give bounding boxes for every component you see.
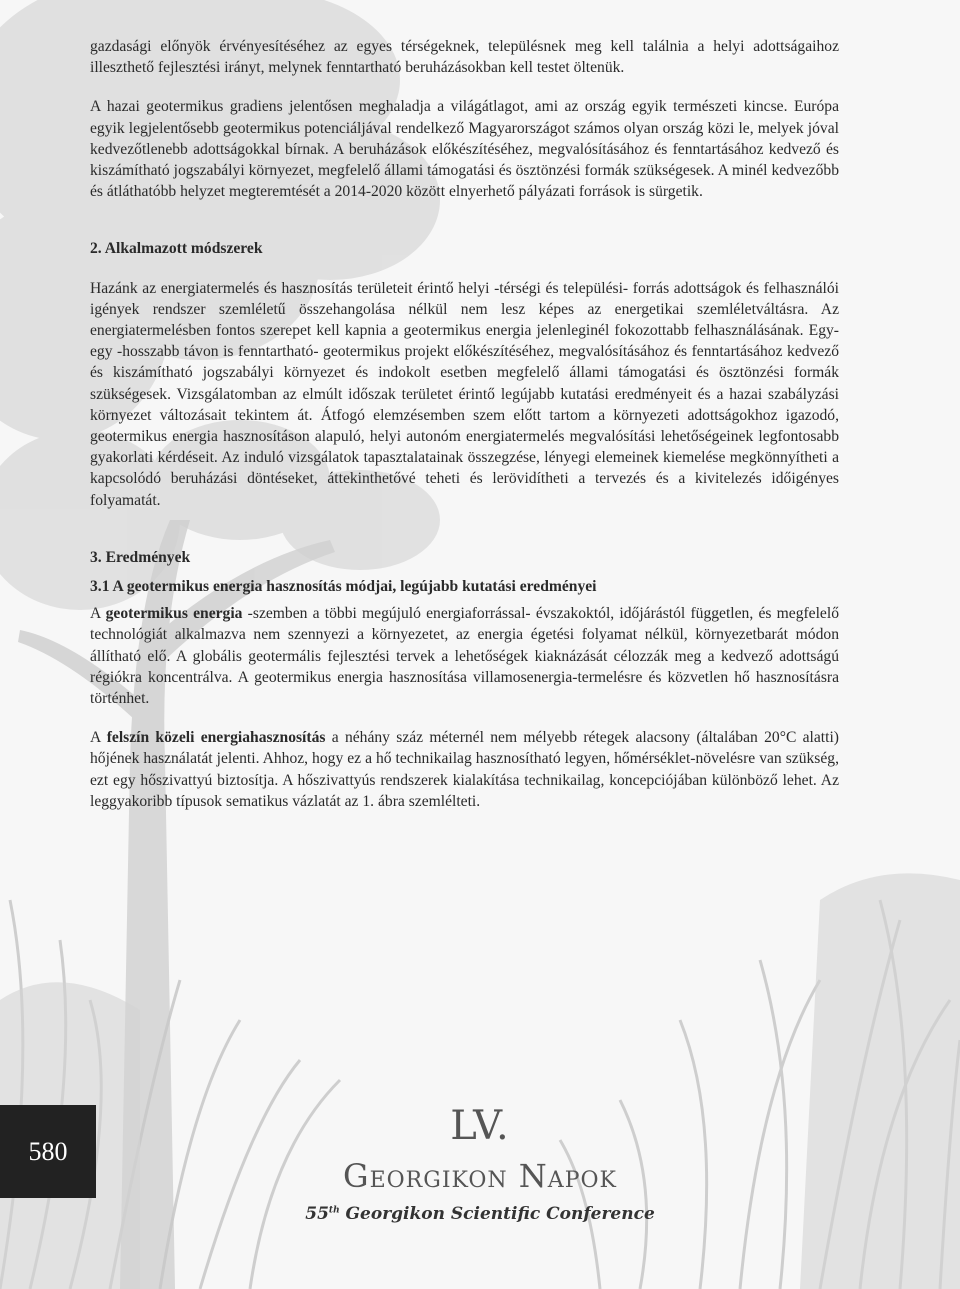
section-3-paragraph-1: A geotermikus energia -szemben a többi megújuló energiaforrással- évszakoktól, időjárástól független, és megfelelő technológiát alkalmazva nem szennyezi a környezetet, az energia égetési folyamat nélkül, környezetbarát módon állítható elő. A globális geotermális fejlesztési tervek a lehetőségek kiaknázását célozzák meg a kedvező adottságú régiókra koncentrálva. A geotermikus energia hasznosítása villamosenergia-termelésre és közvetlen hő hasznosításra történhet. <box>90 605 839 708</box>
conference-subtitle: 55th Georgikon Scientific Conference <box>305 1204 655 1224</box>
section-2-heading: 2. Alkalmazott módszerek <box>90 240 263 258</box>
article-body <box>90 36 839 812</box>
section-3-paragraph-2: A felszín közeli energiahasznosítás a néhány száz méternél nem mélyebb rétegek alacsony (általában 20°C alatti) hőjének használatát jelenti. Ahhoz, hogy ez a hő technikailag hasznosítható legyen, hőmérséklet-növelésre van szükség, ezt egy hőszivattyú biztosítja. A hőszivattyús rendszerek kialakítása technikailag, koncepciójában különböző lehet. Az leggyakoribb típusok sematikus vázlatát az 1. ábra szemlélteti. <box>90 729 839 810</box>
conference-edition: LV. <box>450 1103 510 1149</box>
page-number: 580 <box>28 1136 68 1166</box>
intro-paragraph-2: A hazai geotermikus gradiens jelentősen meghaladja a világátlagot, ami az ország egyik természeti kincse. Európa egyik legjelentősebb geotermikus potenciáljával rendelkező Magyarországot számos olyan ország közi le, melyek jóval kedvezőtlenebb adottságokkal bírnak. A beruházások előkészítéséhez, megvalósításához és fenntartásához kedvező és kiszámítható jogszabályi környezet, megfelelő állami támogatási és ösztönzési formák szükségesek. A minél kedvezőbb és átláthatóbb helyzet megteremtését a 2014-2020 között elnyerhető pályázati források is sürgetik. <box>90 98 839 201</box>
section-3-heading: 3. Eredmények <box>90 548 191 566</box>
conference-logo <box>300 1102 660 1224</box>
bold-term-felszin-kozeli: felszín közeli energiahasznosítás <box>106 729 326 747</box>
bold-term-geotermikus-energia: geotermikus energia <box>105 605 243 623</box>
section-2-text: Hazánk az energiatermelés és hasznosítás területeit érintő helyi -térségi és települési- forrás adottságok és felhasználói igények rendszer szemléletű összehangolása nélkül nem lesz képes az energetikai szemléletváltásra. Az energiatermelésben fontos szerepet kell kapnia a geotermikus energia jelenleginél fokozottabb felhasználásának. Egy-egy -hosszabb távon is fenntartható- geotermikus projekt előkészítéséhez, megvalósításához és fenntartásához kedvező és kiszámítható jogszabályi környezet és indokolt esetben megfelelő állami támogatási és ösztönzési formák szükségesek. Vizsgálatomban az elmúlt időszak területet érintő legújabb kutatási eredményeit és a hazai szabályzási környezet változásait tekintem át. Átfogó elemzésemben szem előtt tartom a környezeti adottságokhoz igazodó, geotermikus energia hasznosításon alapuló, helyi autonóm energiatermelés megvalósítási lehetőségeinek legfontosabb gyakorlati kérdéseit. Az induló vizsgálatok tapasztalatainak összegzése, lényegi elemeinek kiemelése megkönnyítheti a kapcsolódó beruházási döntéseket, áttekinthetővé teheti és lerövidítheti a tervezés és a kivitelezés időigényes folyamatát. <box>90 279 839 509</box>
intro-paragraph-1: gazdasági előnyök érvényesítéséhez az egyes térségeknek, településnek meg kell találnia a helyi adottságaihoz illeszthető fejlesztési irányt, melynek fenntartható beruházásokban kell testet öltenük. <box>90 38 839 77</box>
page-number-box <box>0 1105 96 1198</box>
section-3-1-subheading: 3.1 A geotermikus energia hasznosítás módjai, legújabb kutatási eredményei <box>90 578 597 596</box>
conference-name: Georgikon Napok <box>343 1157 617 1195</box>
